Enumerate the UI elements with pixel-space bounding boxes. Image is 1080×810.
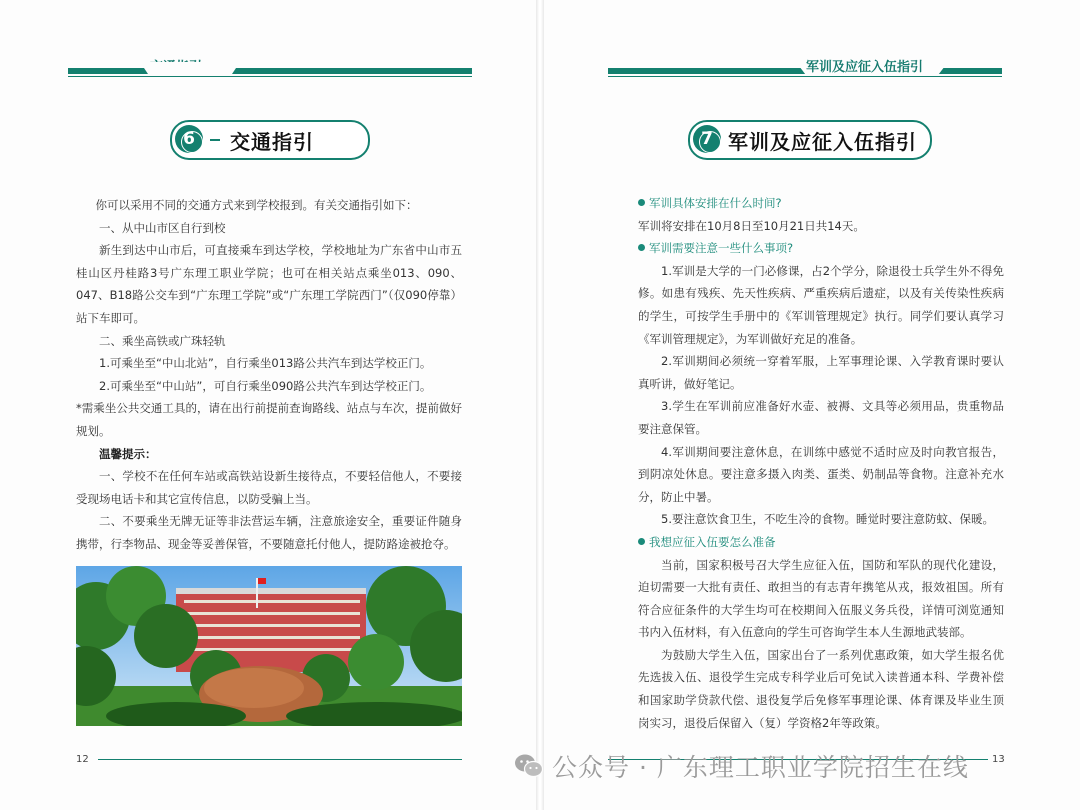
notice-item-5: 5.要注意饮食卫生，不吃生冷的食物。睡觉时要注意防蚊、保暖。	[661, 512, 994, 527]
section-title: 交通指引	[230, 130, 314, 154]
right-page-number: 13	[992, 754, 1005, 765]
route-note: *需乘坐公共交通工具的，请在出行前提前查询路线、站点与车次，提前做好规划。	[76, 401, 462, 438]
watermark-text: 公众号 · 广东理工职业学院招生在线	[552, 753, 969, 782]
route-item-2: 2.可乘坐至“中山站”，可自行乘坐090路公共汽车到达学校正门。	[99, 378, 432, 393]
question-1	[638, 192, 1004, 215]
right-section-pill	[688, 120, 932, 160]
question-3	[638, 531, 1004, 554]
notice-item-3: 3.学生在军训前应准备好水壶、被褥、文具等必须用品，贵重物品要注意保管。	[638, 399, 1004, 436]
section-number-right: 7	[701, 129, 713, 149]
campus-photo-illustration	[76, 566, 462, 726]
left-header-bar	[68, 68, 472, 74]
right-header-label: 军训及应征入伍指引	[806, 60, 924, 75]
right-running-header	[542, 56, 1080, 76]
wechat-watermark	[514, 748, 969, 784]
intro-paragraph: 你可以采用不同的交通方式来到学校报到。有关交通指引如下：	[95, 198, 418, 212]
question-1-text: 军训具体安排在什么时间?	[649, 196, 782, 210]
answer-1: 军训将安排在10月8日至10月21日共14天。	[638, 218, 865, 233]
section-number-badge	[175, 125, 203, 153]
bullet-icon	[638, 199, 645, 206]
left-body-text	[76, 194, 462, 556]
left-footer-line	[98, 759, 462, 760]
tip-1: 一、学校不在任何车站或高铁站设新生接待点，不要轻信他人，不要接受现场电话卡和其它宣传信息，以防受骗上当。	[76, 469, 462, 506]
right-body-text	[638, 192, 1004, 734]
pill-dash	[210, 139, 220, 141]
enlist-paragraph-1: 当前，国家积极号召大学生应征入伍，国防和军队的现代化建设，迫切需要一大批有责任、敢担当的有志青年携笔从戎，报效祖国。所有符合应征条件的大学生均可在校期间入伍服义务兵役，详情可浏览通知书内入伍材料，有入伍意向的学生可咨询学生本人生源地武装部。	[638, 557, 1004, 640]
campus-photo	[76, 566, 462, 726]
enlist-paragraph-2: 为鼓励大学生入伍，国家出台了一系列优惠政策，如大学生报名优先选拔入伍、退役学生完成专科学业后可免试入读普通本科、学费补偿和国家助学贷款代偿、退役复学后免修军事理论课、体育课及毕业生顶岗实习，退役后保留入（复）学资格2年等政策。	[638, 647, 1004, 730]
section-number-badge-right	[693, 125, 721, 153]
left-page-number: 12	[76, 754, 89, 765]
tips-heading: 温馨提示：	[99, 446, 157, 461]
question-2	[638, 237, 1004, 260]
route-item-1: 1.可乘坐至“中山北站”，自行乘坐013路公共汽车到达学校正门。	[99, 356, 432, 371]
question-3-text: 我想应征入伍要怎么准备	[649, 534, 776, 549]
route-heading-1: 一、从中山市区自行到校	[99, 220, 226, 235]
left-running-header	[0, 56, 538, 76]
question-2-text: 军训需要注意一些什么事项?	[649, 241, 794, 256]
wechat-icon	[514, 752, 544, 780]
left-header-bar-gap	[140, 62, 240, 74]
left-page	[0, 0, 538, 810]
section-number: 6	[183, 129, 195, 149]
route-heading-2: 二、乘坐高铁或广珠轻轨	[99, 333, 226, 348]
notice-item-2: 2.军训期间必须统一穿着军服，上军事理论课、入学教育课时要认真听讲，做好笔记。	[638, 354, 1004, 391]
bullet-icon	[638, 538, 645, 545]
section-title-right: 军训及应征入伍指引	[728, 130, 917, 154]
right-header-thin-line	[608, 76, 1002, 77]
notice-item-1: 1.军训是大学的一门必修课，占2个学分，除退役士兵学生外不得免修。如患有残疾、先天性疾病、严重疾病后遗症，以及有关传染性疾病的学生，可按学生手册中的《军训管理规定》执行。同学们要认真学习《军训管理规定》，为军训做好充足的准备。	[638, 263, 1004, 346]
left-section-pill	[170, 120, 370, 160]
tip-2: 二、不要乘坐无牌无证等非法营运车辆，注意旅途安全，重要证件随身携带，行李物品、现金等妥善保管，不要随意托付他人，提防路途被抢夺。	[76, 514, 462, 551]
route-paragraph-1: 新生到达中山市后，可直接乘车到达学校，学校地址为广东省中山市五桂山区丹桂路3号广东理工职业学院；也可在相关站点乘坐013、090、047、B18路公交车到“广东理工学院”或“广东理工学院西门”（仅090停靠）站下车即可。	[76, 243, 462, 325]
notice-item-4: 4.军训期间要注意休息，在训练中感觉不适时应及时向教官报告，到阴凉处休息。要注意多摄入肉类、蛋类、奶制品等食物。注意补充水分，防止中暑。	[638, 444, 1004, 504]
bullet-icon	[638, 244, 645, 251]
left-header-thin-line	[68, 76, 472, 77]
right-page	[542, 0, 1080, 810]
